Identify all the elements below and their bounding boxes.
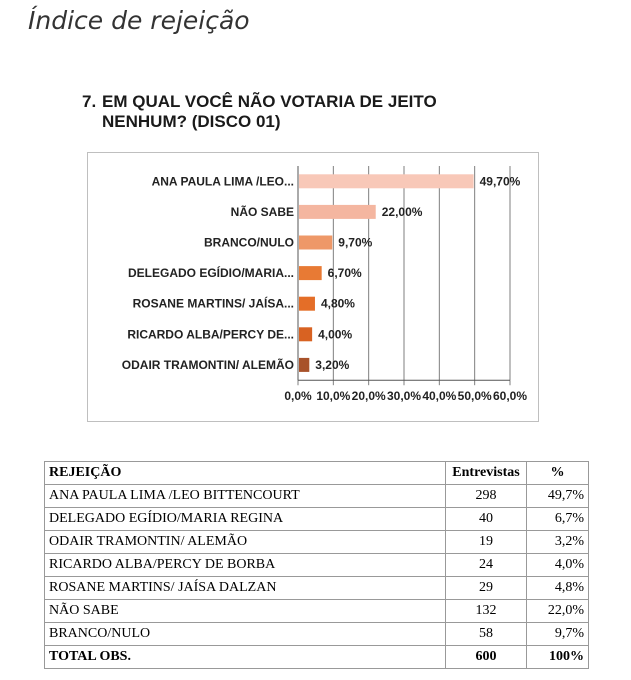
x-tick-label: 30,0% <box>386 389 422 404</box>
row-percent: 3,2% <box>527 531 589 554</box>
chart-title-line-1: EM QUAL VOCÊ NÃO VOTARIA DE JEITO <box>102 92 437 111</box>
question-number: 7. <box>82 92 97 111</box>
category-label: ROSANE MARTINS/ JAÍSA... <box>132 296 294 311</box>
header-entrevistas: Entrevistas <box>446 462 527 485</box>
bar <box>299 358 309 372</box>
value-label: 6,70% <box>327 266 362 281</box>
row-percent: 9,7% <box>527 623 589 646</box>
x-tick-label: 40,0% <box>422 389 457 404</box>
row-percent: 49,7% <box>527 485 589 508</box>
category-label: NÃO SABE <box>230 204 294 219</box>
row-count: 40 <box>446 508 527 531</box>
total-label: TOTAL OBS. <box>45 646 446 669</box>
row-count: 29 <box>446 577 527 600</box>
row-name: BRANCO/NULO <box>45 623 446 646</box>
row-count: 132 <box>446 600 527 623</box>
table-row <box>45 623 589 646</box>
table-row <box>45 600 589 623</box>
value-label: 4,00% <box>318 327 353 342</box>
value-label: 3,20% <box>315 357 350 372</box>
value-label: 49,70% <box>479 174 521 189</box>
x-tick-label: 20,0% <box>351 389 386 404</box>
row-name: ROSANE MARTINS/ JAÍSA DALZAN <box>45 577 446 600</box>
row-name: NÃO SABE <box>45 600 446 623</box>
total-percent: 100% <box>527 646 589 669</box>
x-tick-label: 50,0% <box>457 389 492 404</box>
x-tick-label: 60,0% <box>492 389 528 404</box>
category-label: BRANCO/NULO <box>204 235 294 250</box>
x-tick-label: 0,0% <box>284 389 312 404</box>
bar <box>299 205 376 219</box>
value-label: 4,80% <box>320 296 355 311</box>
row-name: ODAIR TRAMONTIN/ ALEMÃO <box>45 531 446 554</box>
row-name: RICARDO ALBA/PERCY DE BORBA <box>45 554 446 577</box>
bar <box>299 297 315 311</box>
bar <box>299 266 322 280</box>
bar <box>299 327 312 341</box>
row-count: 58 <box>446 623 527 646</box>
header-percent: % <box>527 462 589 485</box>
value-label: 22,00% <box>381 204 423 219</box>
row-count: 298 <box>446 485 527 508</box>
category-label: RICARDO ALBA/PERCY DE... <box>127 327 294 342</box>
rejection-table <box>44 461 589 669</box>
row-count: 19 <box>446 531 527 554</box>
row-name: DELEGADO EGÍDIO/MARIA REGINA <box>45 508 446 531</box>
table-row <box>45 577 589 600</box>
table-total-row <box>45 646 589 669</box>
bar <box>299 236 332 250</box>
table-row <box>45 531 589 554</box>
chart-title-line-2: NENHUM? (DISCO 01) <box>102 112 281 131</box>
bar <box>299 174 474 188</box>
table-header-row <box>45 462 589 485</box>
row-name: ANA PAULA LIMA /LEO BITTENCOURT <box>45 485 446 508</box>
category-label: DELEGADO EGÍDIO/MARIA... <box>127 266 294 281</box>
table-row <box>45 485 589 508</box>
row-count: 24 <box>446 554 527 577</box>
page-title: Índice de rejeição <box>28 6 250 35</box>
row-percent: 4,8% <box>527 577 589 600</box>
header-rejeicao: REJEIÇÃO <box>45 462 446 485</box>
category-label: ANA PAULA LIMA /LEO... <box>151 174 294 189</box>
table-row <box>45 554 589 577</box>
table-row <box>45 508 589 531</box>
row-percent: 4,0% <box>527 554 589 577</box>
row-percent: 6,7% <box>527 508 589 531</box>
value-label: 9,70% <box>338 235 373 250</box>
total-count: 600 <box>446 646 527 669</box>
x-tick-label: 10,0% <box>316 389 351 404</box>
row-percent: 22,0% <box>527 600 589 623</box>
category-label: ODAIR TRAMONTIN/ ALEMÃO <box>121 357 294 372</box>
